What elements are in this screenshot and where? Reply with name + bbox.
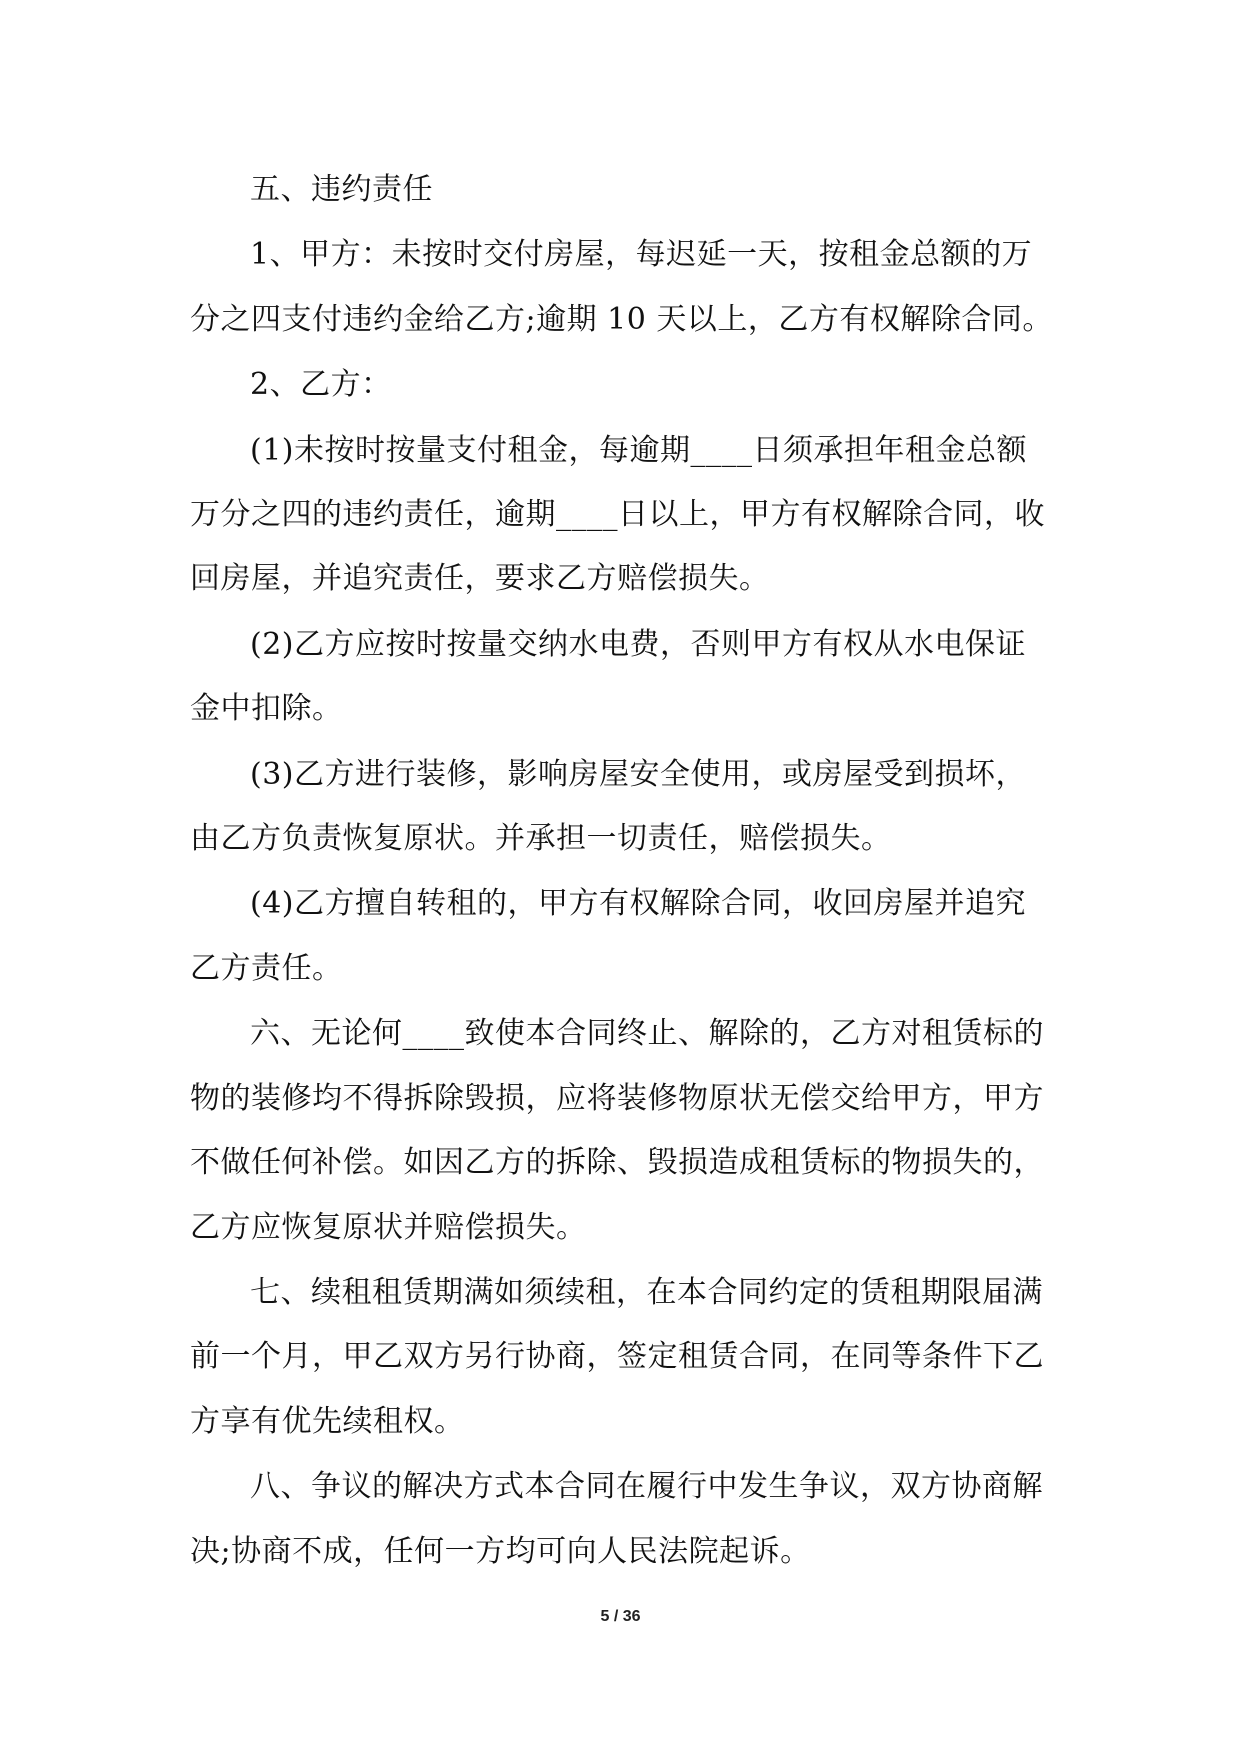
text-line: (2)乙方应按时按量交纳水电费，否则甲方有权从水电保证 [250, 626, 1026, 662]
document-body [190, 158, 1060, 1585]
text-line: 决;协商不成，任何一方均可向人民法院起诉。 [190, 1533, 811, 1569]
text-line: (4)乙方擅自转租的，甲方有权解除合同，收回房屋并追究 [250, 886, 1026, 922]
paragraph [190, 158, 1060, 222]
text-line: 八、争议的解决方式本合同在履行中发生争议，双方协商解 [250, 1469, 1043, 1505]
text-line: 1、甲方：未按时交付房屋，每迟延一天，按租金总额的万 [250, 237, 1033, 273]
text-line: 七、续租租赁期满如须续租，在本合同约定的赁租期限届满 [250, 1274, 1043, 1310]
text-line: 金中扣除。 [190, 691, 343, 727]
paragraph [190, 353, 1060, 417]
text-line: 万分之四的违约责任，逾期____日以上，甲方有权解除合同，收 [190, 497, 1045, 533]
paragraph [190, 1455, 1060, 1584]
text-line: 方享有优先续租权。 [190, 1403, 465, 1439]
text-line: (3)乙方进行装修，影响房屋安全使用，或房屋受到损坏， [250, 756, 1026, 792]
text-line: 不做任何补偿。如因乙方的拆除、毁损造成租赁标的物损失的， [190, 1145, 1044, 1181]
text-line: 由乙方负责恢复原状。并承担一切责任，赔偿损失。 [190, 821, 892, 857]
page-number: 5 / 36 [600, 1608, 641, 1625]
text-line: 乙方责任。 [190, 950, 343, 986]
paragraph [190, 1261, 1060, 1454]
paragraph [190, 743, 1060, 872]
paragraph [190, 223, 1060, 352]
text-line: 2、乙方： [250, 367, 392, 403]
text-line: 分之四支付违约金给乙方;逾期 10 天以上，乙方有权解除合同。 [190, 301, 1053, 337]
text-line: (1)未按时按量支付租金，每逾期____日须承担年租金总额 [250, 432, 1027, 468]
paragraph [190, 872, 1060, 1001]
text-line: 乙方应恢复原状并赔偿损失。 [190, 1209, 587, 1245]
text-line: 前一个月，甲乙双方另行协商，签定租赁合同，在同等条件下乙 [190, 1339, 1044, 1375]
paragraph [190, 1002, 1060, 1260]
text-line: 六、无论何____致使本合同终止、解除的，乙方对租赁标的 [250, 1016, 1044, 1052]
text-line: 五、违约责任 [250, 172, 433, 207]
paragraph [190, 419, 1060, 612]
text-line: 回房屋，并追究责任，要求乙方赔偿损失。 [190, 561, 770, 597]
paragraph [190, 613, 1060, 742]
text-line: 物的装修均不得拆除毁损，应将装修物原状无偿交给甲方，甲方 [190, 1080, 1044, 1116]
